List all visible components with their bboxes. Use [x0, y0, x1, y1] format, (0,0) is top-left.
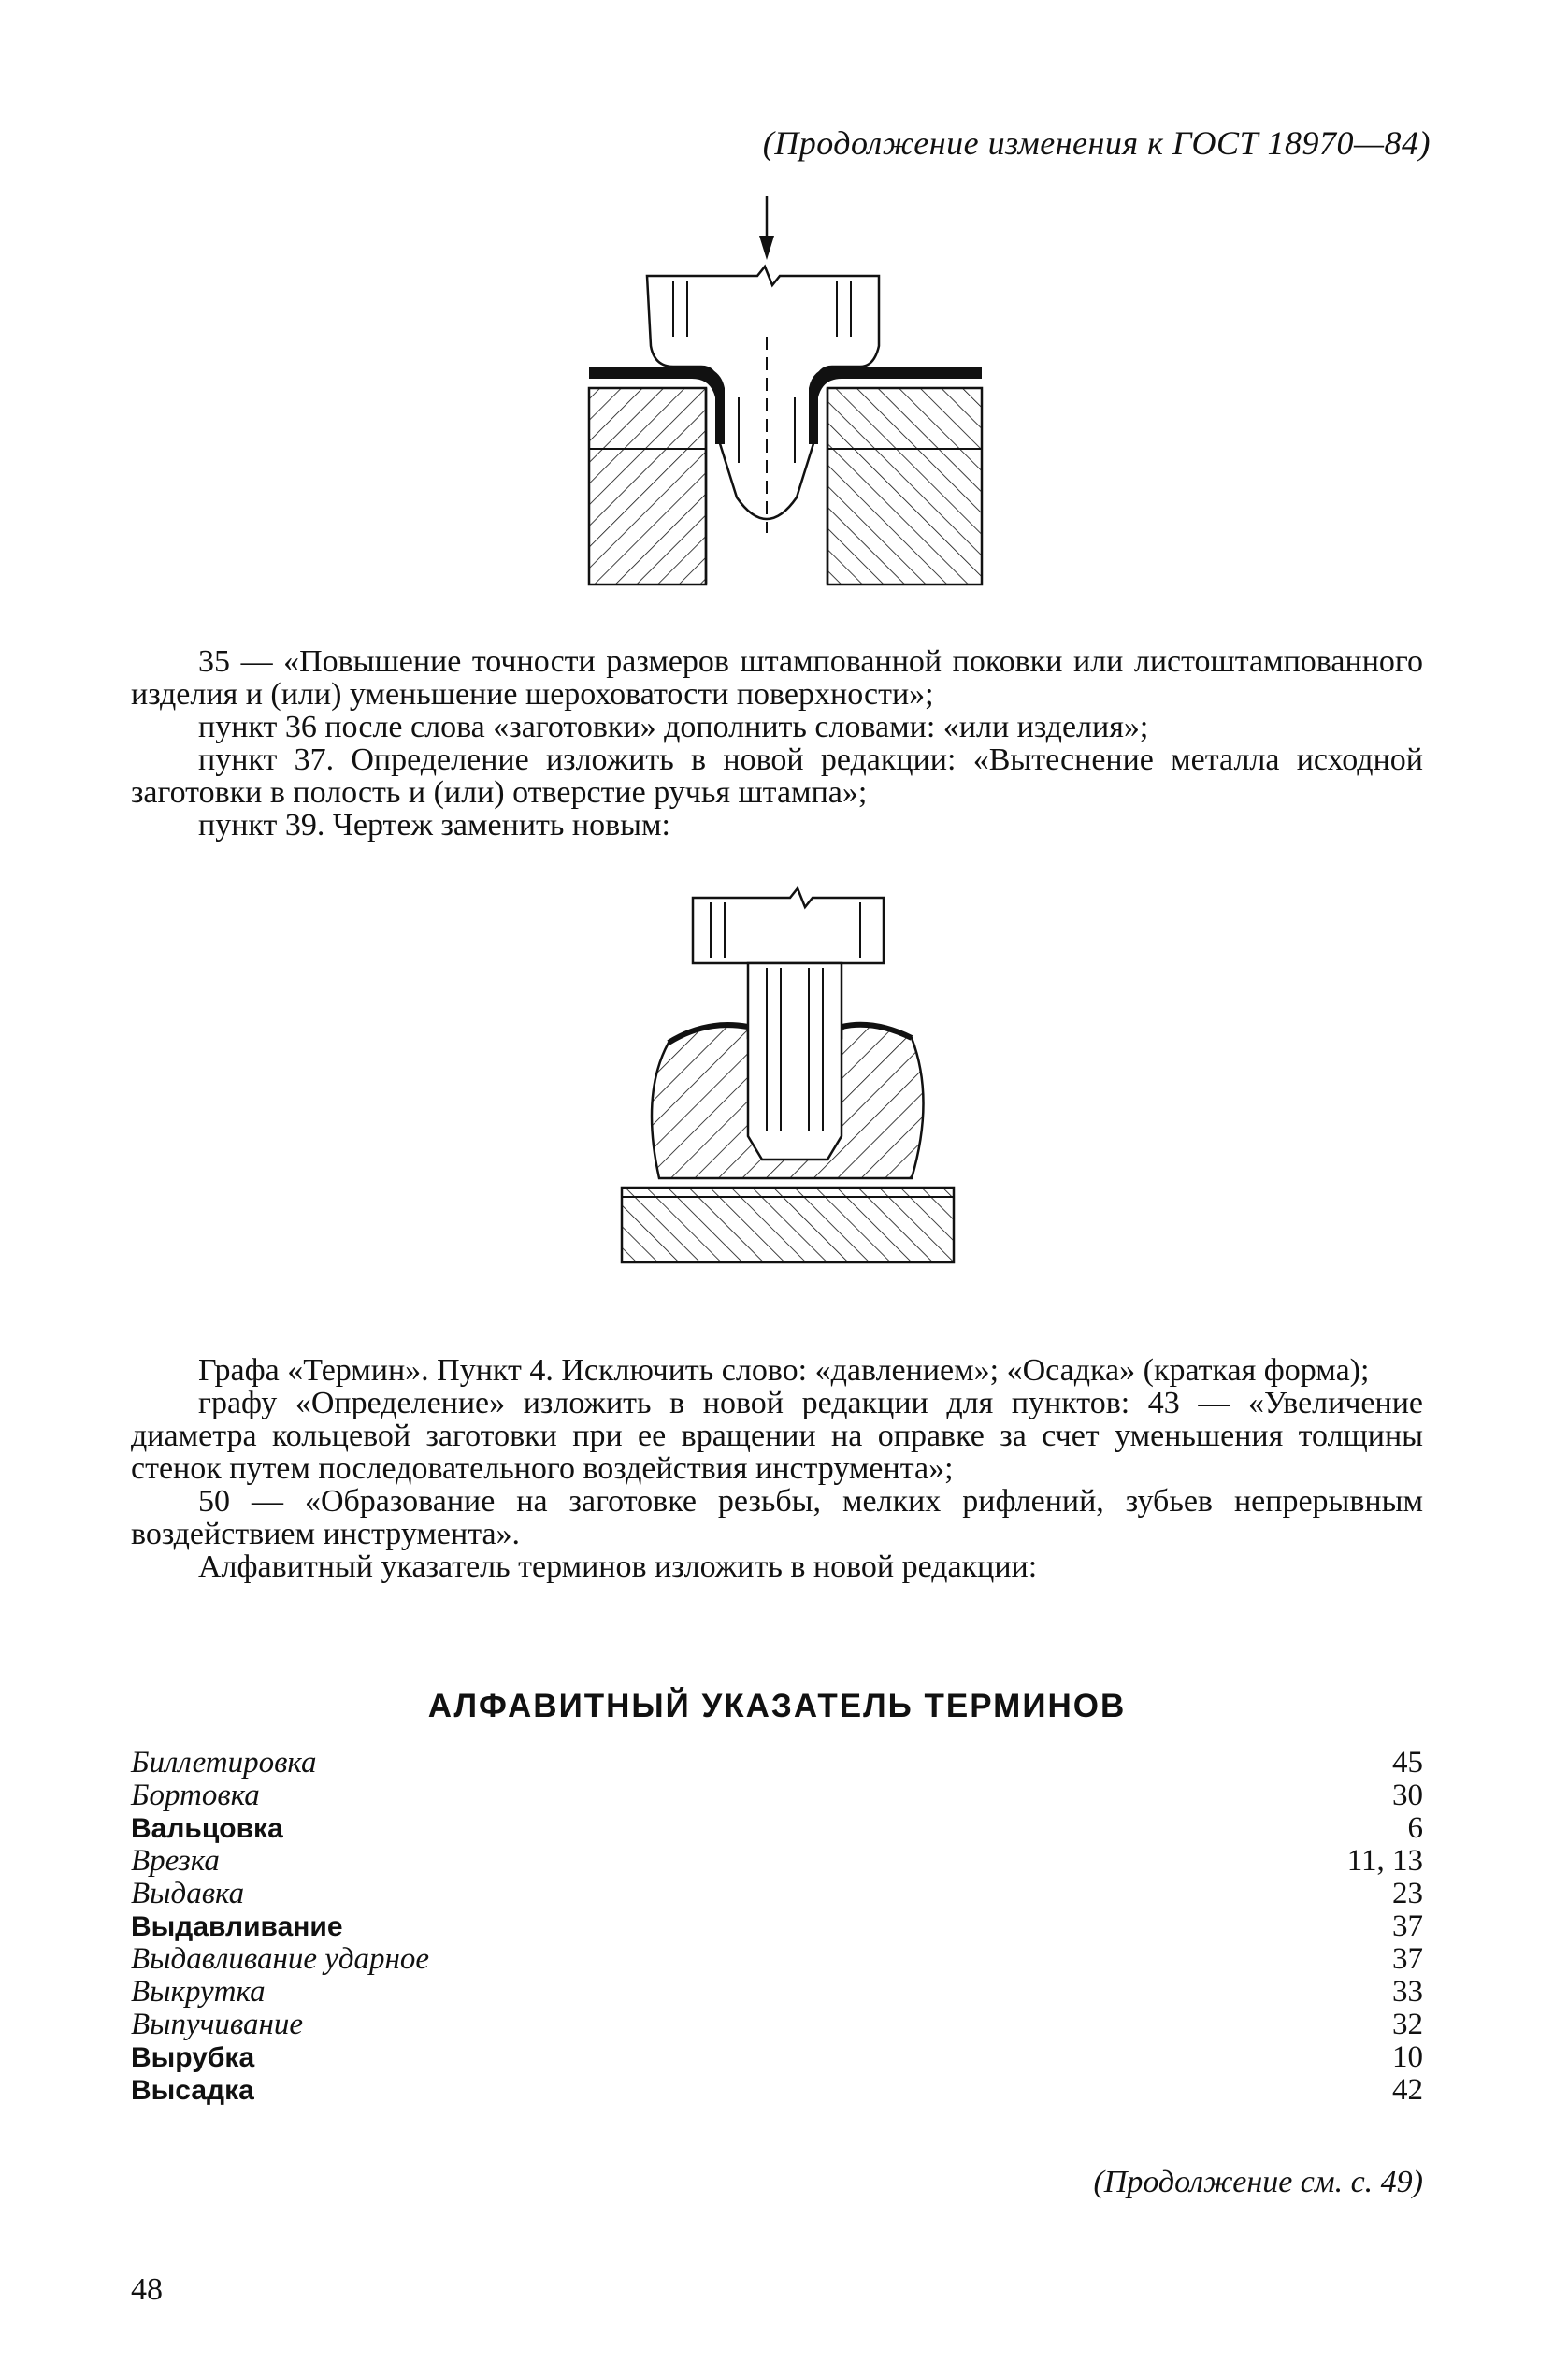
index-term: Вырубка [131, 2042, 255, 2073]
index-page-number: 37 [1392, 1909, 1423, 1943]
upsetting-diagram [612, 879, 977, 1272]
index-entry [131, 1976, 1423, 2009]
paragraph: пункт 39. Чертеж заменить новым: [198, 808, 670, 843]
index-entry [131, 1747, 1423, 1779]
index-list [131, 1747, 1423, 2107]
index-entry [131, 2041, 1423, 2074]
index-page-number: 33 [1392, 1975, 1423, 2009]
index-entry [131, 2074, 1423, 2107]
index-entry [131, 1943, 1423, 1976]
index-page-number: 32 [1392, 2008, 1423, 2041]
index-title: АЛФАВИТНЫЙ УКАЗАТЕЛЬ ТЕРМИНОВ [427, 1688, 1127, 1724]
index-entry [131, 1910, 1423, 1943]
index-term: Высадка [131, 2075, 254, 2106]
index-page-number: 6 [1407, 1811, 1423, 1845]
text-block-top [131, 645, 1423, 842]
index-term: Выпучивание [131, 2008, 304, 2041]
index-entry [131, 1845, 1423, 1878]
index-page-number: 10 [1392, 2040, 1423, 2074]
index-term: Бортовка [131, 1779, 260, 1812]
paragraph: Алфавитный указатель терминов изложить в новой редакции: [198, 1549, 1038, 1584]
index-entry [131, 1812, 1423, 1845]
paragraph: пункт 37. Определение изложить в новой редакции: «Вытеснение металла исходной заготовки в полость и (или) отверстие ручья штампа»; [131, 742, 1423, 810]
index-page-number: 37 [1392, 1942, 1423, 1976]
text-block-bottom [131, 1354, 1423, 1583]
paragraph: пункт 36 после слова «заготовки» дополнить словами: «или изделия»; [198, 710, 1149, 744]
index-term: Выкрутка [131, 1975, 266, 2009]
index-page-number: 23 [1392, 1877, 1423, 1910]
paragraph: 50 — «Образование на заготовке резьбы, мелких рифлений, зубьев непрерывным воздействием инструмента». [131, 1484, 1423, 1551]
header-note: (Продолжение изменения к ГОСТ 18970—84) [762, 124, 1431, 162]
index-term: Выдавка [131, 1877, 245, 1910]
continue-note: (Продолжение см. с. 49) [1093, 2165, 1423, 2199]
index-entry [131, 1878, 1423, 1910]
index-entry [131, 2009, 1423, 2041]
index-term: Выдавливание ударное [131, 1942, 430, 1976]
index-entry [131, 1779, 1423, 1812]
index-term: Выдавливание [131, 1911, 343, 1942]
paragraph: Графа «Термин». Пункт 4. Исключить слово: «давлением»; «Осадка» (краткая форма); [198, 1353, 1370, 1388]
paragraph: 35 — «Повышение точности размеров штампованной поковки или листоштампованного изделия и (или) уменьшение шероховатости поверхности»; [131, 644, 1423, 712]
index-page-number: 11, 13 [1346, 1844, 1423, 1878]
paragraph: графу «Определение» изложить в новой редакции для пунктов: 43 — «Увеличение диаметра кольцевой заготовки при ее вращении на оправке за счет уменьшения толщины стенок путем последовательного воздействия инструмента»; [131, 1386, 1423, 1486]
index-term: Биллетировка [131, 1746, 317, 1779]
page-number: 48 [131, 2272, 163, 2307]
index-page-number: 30 [1392, 1779, 1423, 1812]
die-punching-diagram [580, 196, 991, 589]
index-term: Вальцовка [131, 1813, 283, 1844]
index-page-number: 45 [1392, 1746, 1423, 1779]
index-term: Врезка [131, 1844, 220, 1878]
index-page-number: 42 [1392, 2073, 1423, 2107]
